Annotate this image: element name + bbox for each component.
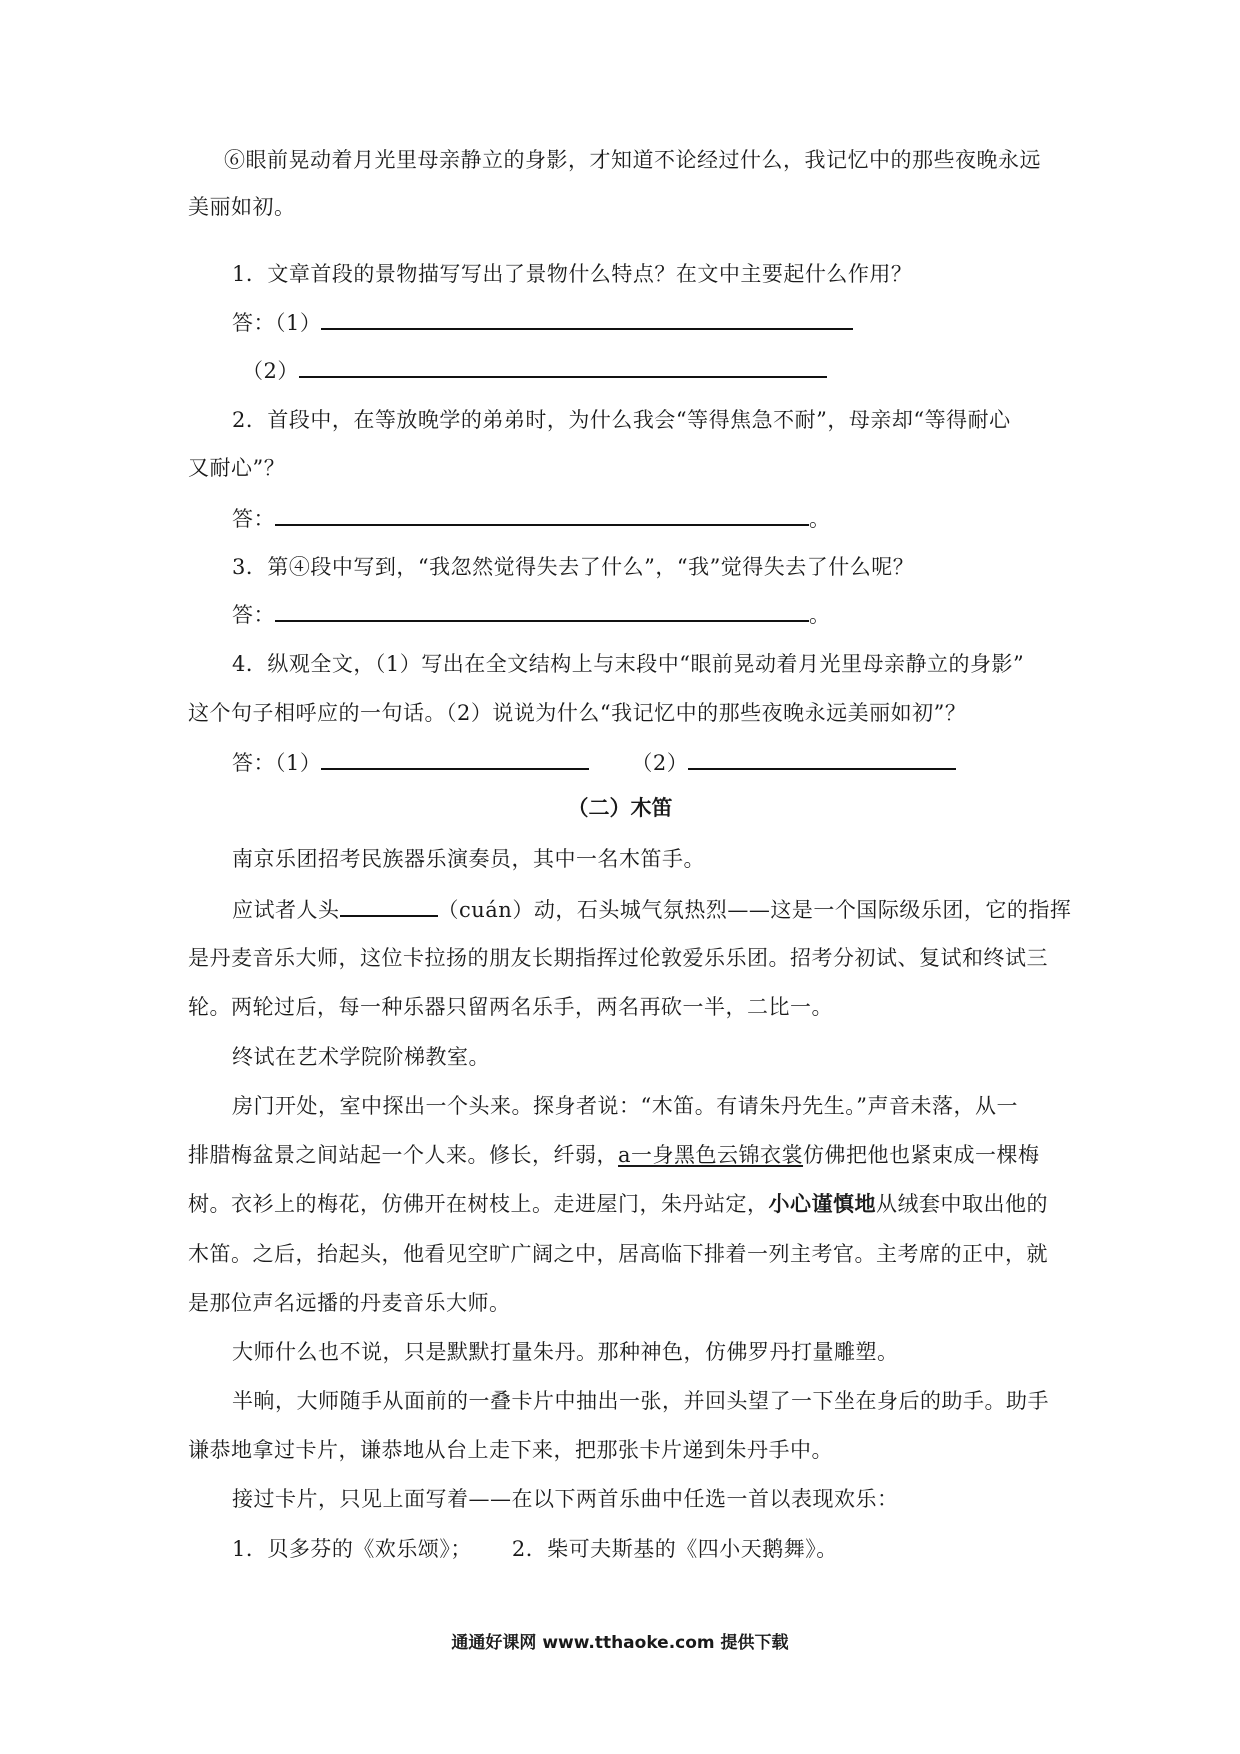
q1-answer-blank-2[interactable] — [299, 356, 827, 378]
q4-answer-blank-2[interactable] — [688, 748, 956, 770]
passage2-paragraph-3: 终试在艺术学院阶梯教室。 — [232, 1045, 490, 1069]
passage2-paragraph-2-line2: 是丹麦音乐大师，这位卡拉扬的朋友长期指挥过伦敦爱乐乐团。招考分初试、复试和终试三 — [188, 946, 1048, 970]
question-2-line1: 2．首段中，在等放晚学的弟弟时，为什么我会“等得焦急不耐”，母亲却“等得耐心 — [232, 408, 1011, 432]
q1-answer-row-1 — [232, 308, 853, 337]
passage2-paragraph-2-line3: 轮。两轮过后，每一种乐器只留两名乐手，两名再砍一半，二比一。 — [188, 995, 833, 1019]
q2-answer-label: 答： — [232, 507, 275, 531]
page-footer: 通通好课网 www.tthaoke.com 提供下载 — [451, 1633, 789, 1653]
passage2-paragraph-4-line3 — [188, 1190, 1048, 1218]
passage2-paragraph-6-line1: 半晌，大师随手从面前的一叠卡片中抽出一张，并回头望了一下坐在身后的助手。助手 — [232, 1389, 1049, 1413]
p2-text-a: 应试者人头 — [232, 898, 340, 922]
q1-answer-blank-1[interactable] — [321, 308, 853, 330]
q3-answer-blank[interactable] — [275, 600, 809, 622]
music-option-2: 2．柴可夫斯基的《四小天鹅舞》。 — [511, 1537, 838, 1561]
q4-answer-label-1: 答：（1） — [232, 751, 322, 775]
passage2-paragraph-2-line1 — [232, 895, 1071, 924]
q4-answer-row — [232, 748, 956, 777]
passage2-paragraph-5: 大师什么也不说，只是默默打量朱丹。那种神色，仿佛罗丹打量雕塑。 — [232, 1340, 899, 1364]
para6-line2: 美丽如初。 — [188, 195, 296, 219]
passage2-paragraph-6-line2: 谦恭地拿过卡片，谦恭地从台上走下来，把那张卡片递到朱丹手中。 — [188, 1438, 833, 1462]
q3-answer-label: 答： — [232, 603, 275, 627]
passage2-paragraph-4-line1: 房门开处，室中探出一个头来。探身者说：“木笛。有请朱丹先生。”声音未落，从一 — [232, 1094, 1018, 1118]
p4-line3-text-a: 树。衣衫上的梅花，仿佛开在树枝上。走进屋门，朱丹站定， — [188, 1192, 769, 1216]
q1-answer-row-2 — [242, 356, 827, 385]
passage2-paragraph-4-line2 — [188, 1141, 1040, 1169]
question-4-line1: 4．纵观全文，（1）写出在全文结构上与末段中“眼前晃动着月光里母亲静立的身影” — [232, 652, 1025, 676]
para6-line1: ⑥眼前晃动着月光里母亲静立的身影，才知道不论经过什么，我记忆中的那些夜晚永远 — [224, 148, 1041, 172]
question-4-line2: 这个句子相呼应的一句话。（2）说说为什么“我记忆中的那些夜晚永远美丽如初”？ — [188, 701, 967, 725]
q1-answer-label-1: 答：（1） — [232, 311, 322, 335]
question-3: 3．第④段中写到，“我忽然觉得失去了什么”，“我”觉得失去了什么呢？ — [232, 555, 915, 579]
passage2-paragraph-8 — [232, 1535, 838, 1563]
q3-answer-row — [232, 600, 831, 629]
q4-answer-blank-1[interactable] — [321, 748, 589, 770]
passage2-paragraph-1: 南京乐团招考民族器乐演奏员，其中一名木笛手。 — [232, 847, 705, 871]
q3-answer-end: 。 — [809, 603, 831, 627]
q2-answer-blank[interactable] — [275, 504, 809, 526]
q2-answer-end: 。 — [809, 507, 831, 531]
p4-line2-text-a: 排腊梅盆景之间站起一个人来。修长，纤弱， — [188, 1143, 618, 1167]
underlined-phrase-a: a一身黑色云锦衣裳 — [618, 1143, 804, 1167]
q4-answer-label-2: （2） — [631, 751, 689, 775]
section-title: （二）木笛 — [567, 796, 673, 820]
passage2-paragraph-4-line5: 是那位声名远播的丹麦音乐大师。 — [188, 1291, 511, 1315]
passage2-paragraph-4-line4: 木笛。之后，抬起头，他看见空旷广阔之中，居高临下排着一列主考官。主考席的正中，就 — [188, 1242, 1048, 1266]
pinyin-fill-blank[interactable] — [340, 895, 438, 917]
p2-text-b: （cuán）动，石头城气氛热烈——这是一个国际级乐团，它的指挥 — [437, 898, 1072, 922]
passage2-paragraph-7: 接过卡片，只见上面写着——在以下两首乐曲中任选一首以表现欢乐： — [232, 1487, 899, 1511]
p4-line2-text-b: 仿佛把他也紧束成一棵梅 — [803, 1143, 1040, 1167]
q1-answer-label-2: （2） — [242, 359, 299, 383]
question-2-line2: 又耐心”？ — [188, 456, 286, 480]
bold-phrase: 小心谨慎地 — [768, 1191, 876, 1216]
music-option-1: 1．贝多芬的《欢乐颂》； — [232, 1537, 472, 1561]
p4-line3-text-b: 从绒套中取出他的 — [876, 1192, 1048, 1216]
question-1: 1．文章首段的景物描写写出了景物什么特点？在文中主要起什么作用？ — [232, 262, 913, 286]
q2-answer-row — [232, 504, 831, 533]
